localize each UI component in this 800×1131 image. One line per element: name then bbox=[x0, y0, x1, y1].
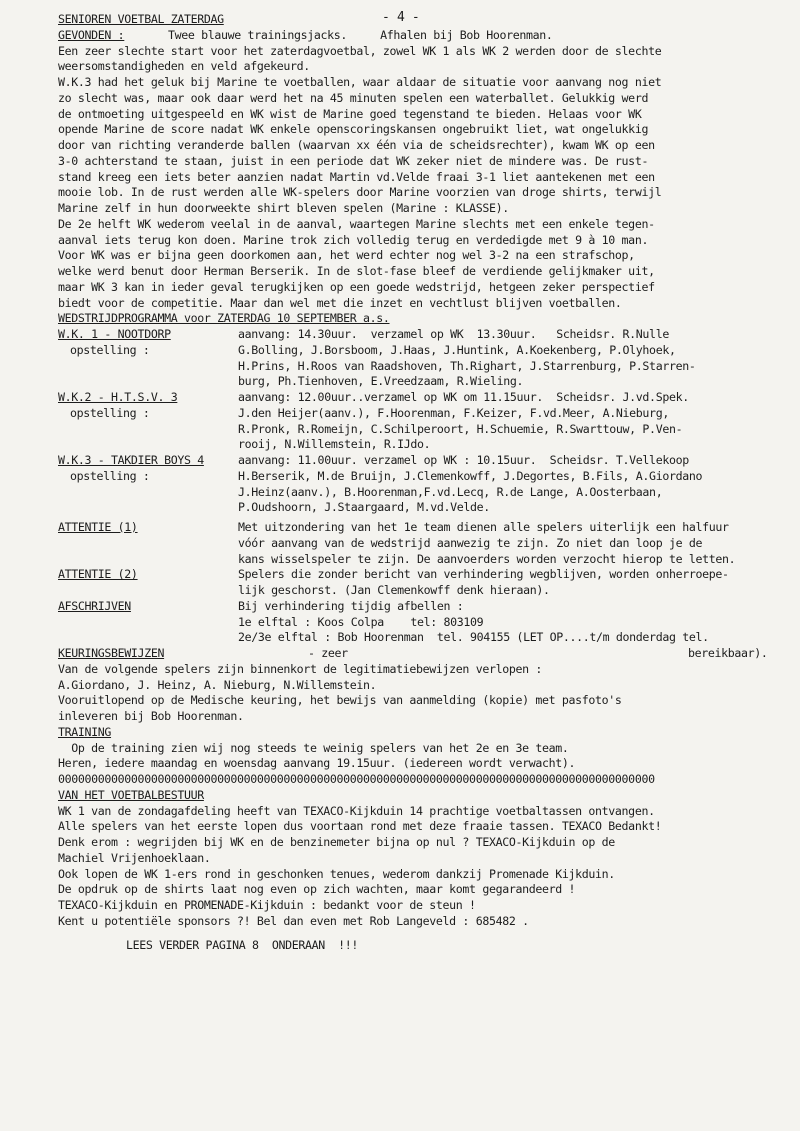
bestuur-title: VAN HET VOETBALBESTUUR bbox=[58, 787, 204, 802]
keuring-note: - zeer bbox=[308, 646, 348, 660]
lineup-line: H.Berserik, M.de Bruijn, J.Clemenkowff, J.Degortes, B.Fils, A.Giordano bbox=[238, 468, 703, 483]
report-line: W.K.3 had het geluk bij Marine te voetballen, waar aldaar de situatie voor aanvang nog niet bbox=[58, 75, 662, 89]
keuring-title: KEURINGSBEWIJZEN bbox=[58, 646, 165, 660]
match-3-label: opstelling : bbox=[70, 468, 150, 483]
report-line: zo slecht was, maar ook daar werd het na 45 minuten spelen een waterballet. Gelukkig werd bbox=[58, 90, 649, 105]
afschrijven-line: 2e/3e elftal : Bob Hoorenman tel. 904155 (LET OP....t/m donderdag tel. bbox=[238, 630, 709, 645]
match-2-info: aanvang: 12.00uur..verzamel op WK om 11.15uur. Scheidsr. J.vd.Spek. bbox=[238, 390, 689, 404]
attentie-line: Met uitzondering van het 1e team dienen alle spelers uiterlijk een halfuur bbox=[238, 520, 729, 534]
afschrijven bbox=[58, 599, 786, 646]
bestuur-line: Kent u potentiële sponsors ?! Bel dan even met Rob Langeveld : 685482 . bbox=[58, 913, 529, 928]
lineup-line: R.Pronk, R.Romeijn, C.Schilperoort, H.Schuemie, R.Swarttouw, P.Ven- bbox=[238, 421, 683, 436]
match-2-label: opstelling : bbox=[70, 405, 150, 420]
attentie-line: lijk geschorst. (Jan Clemenkowff denk hieraan). bbox=[238, 583, 550, 597]
report-line: biedt voor de competitie. Maar dan wel met die inzet en vechtlust blijven voetballen. bbox=[58, 295, 622, 310]
footer-note: LEES VERDER PAGINA 8 ONDERAAN !!! bbox=[126, 937, 359, 952]
training-line: Heren, iedere maandag en woensdag aanvang 19.15uur. (iedereen wordt verwacht). bbox=[58, 756, 576, 771]
keuring-line: inleveren bij Bob Hoorenman. bbox=[58, 709, 244, 723]
lineup-line: G.Bolling, J.Borsboom, J.Haas, J.Huntink, A.Koekenberg, P.Olyhoek, bbox=[238, 342, 676, 357]
match-report bbox=[58, 44, 786, 312]
report-line: stand kreeg een iets beter aanzien nadat Martin vd.Velde fraai 3-1 liet aantekenen met een bbox=[58, 169, 655, 184]
match-3-team: W.K.3 - TAKDIER BOYS 4 bbox=[58, 453, 204, 467]
report-line: Voor WK was er bijna geen doorkomen aan, het werd echter nog wel 3-2 na een strafschop, bbox=[58, 248, 635, 263]
bestuur-line: Denk erom : wegrijden bij WK en de benzinemeter bijna op nul ? TEXACO-Kijkduin op de bbox=[58, 835, 615, 849]
bestuur-body bbox=[58, 804, 786, 930]
lineup-line: burg, Ph.Tienhoven, E.Vreedzaam, R.Wieling. bbox=[238, 374, 524, 389]
separator-line: 000000000000000000000000000000000000000000000000000000000000000000000000000000000000000000 bbox=[58, 772, 655, 786]
match-1 bbox=[58, 327, 786, 390]
match-3-info: aanvang: 11.00uur. verzamel op WK : 10.15uur. Scheidsr. T.Vellekoop bbox=[238, 453, 689, 467]
keuring-line: A.Giordano, J. Heinz, A. Nieburg, N.Willemstein. bbox=[58, 677, 377, 692]
report-line: aanval iets terug kon doen. Marine trok zich volledig terug en verdedigde met 9 à 10 man. bbox=[58, 232, 649, 247]
match-2 bbox=[58, 390, 786, 453]
afschrijven-line: Bij verhindering tijdig afbellen : bbox=[238, 598, 464, 613]
bestuur-line: De opdruk op de shirts laat nog even op zich wachten, maar komt gegarandeerd ! bbox=[58, 882, 576, 897]
afschrijven-trailing: bereikbaar). bbox=[688, 646, 768, 660]
attentie-1-label: ATTENTIE (1) bbox=[58, 520, 138, 534]
lineup-line: J.Heinz(aanv.), B.Hoorenman,F.vd.Lecq, R.de Lange, A.Oosterbaan, bbox=[238, 484, 663, 499]
keuring-line: Van de volgende spelers zijn binnenkort de legitimatiebewijzen verlopen : bbox=[58, 661, 542, 676]
bestuur-line: Machiel Vrijenhoeklaan. bbox=[58, 850, 211, 865]
lineup-line: J.den Heijer(aanv.), F.Hoorenman, F.Keizer, F.vd.Meer, A.Nieburg, bbox=[238, 405, 669, 420]
lineup-line: H.Prins, H.Roos van Raadshoven, Th.Righart, J.Starrenburg, P.Starren- bbox=[238, 358, 696, 373]
keuring-header bbox=[58, 646, 786, 662]
lineup-line: P.Oudshoorn, J.Staargaard, M.vd.Velde. bbox=[238, 500, 490, 515]
report-line: opende Marine de score nadat WK enkele openscoringskansen ongebruikt liet, wat ongelukkig bbox=[58, 122, 649, 137]
bestuur-line: WK 1 van de zondagafdeling heeft van TEXACO-Kijkduin 14 prachtige voetbaltassen ontvangen. bbox=[58, 803, 655, 818]
training-title: TRAINING bbox=[58, 724, 112, 739]
report-line: weersomstandigheden en veld afgekeurd. bbox=[58, 59, 310, 74]
match-1-team: W.K. 1 - NOOTDORP bbox=[58, 327, 171, 341]
match-3 bbox=[58, 453, 786, 516]
attentie-line: vóór aanvang van de wedstrijd aanwezig te zijn. Zo niet dan loop je de bbox=[238, 535, 703, 550]
match-1-info: aanvang: 14.30uur. verzamel op WK 13.30uur. Scheidsr. R.Nulle bbox=[238, 327, 669, 341]
section-title: SENIOREN VOETBAL ZATERDAG bbox=[58, 12, 224, 26]
program-title: WEDSTRIJDPROGRAMMA voor ZATERDAG 10 SEPTEMBER a.s. bbox=[58, 311, 390, 326]
attentie-2-label: ATTENTIE (2) bbox=[58, 567, 138, 582]
gevonden-label: GEVONDEN : bbox=[58, 27, 125, 42]
attentie-line: kans wisselspeler te zijn. De aanvoerders worden verzocht hierop te letten. bbox=[238, 551, 736, 566]
report-line: Een zeer slechte start voor het zaterdagvoetbal, zowel WK 1 als WK 2 werden door de slechte bbox=[58, 43, 662, 58]
bestuur-line: Ook lopen de WK 1-ers rond in geschonken tenues, wederom dankzij Promenade Kijkduin. bbox=[58, 866, 615, 881]
attentie-2 bbox=[58, 567, 786, 599]
keuring-line: Vooruitlopend op de Medische keuring, het bewijs van aanmelding (kopie) met pasfoto's bbox=[58, 693, 622, 708]
report-line: de ontmoeting uitgespeeld en WK wist de Marine goed tegenstand te bieden. Helaas voor WK bbox=[58, 106, 642, 121]
afschrijven-label: AFSCHRIJVEN bbox=[58, 598, 131, 613]
training-line: Op de training zien wij nog steeds te weinig spelers van het 2e en 3e team. bbox=[58, 740, 569, 755]
report-line: Marine zelf in hun doorweekte shirt bleven spelen (Marine : KLASSE). bbox=[58, 201, 509, 215]
match-1-label: opstelling : bbox=[70, 342, 150, 357]
report-line: door van richting veranderde ballen (waarvan xx één via de scheidsrechter), kwam WK op een bbox=[58, 138, 655, 152]
lineup-line: rooij, N.Willemstein, R.IJdo. bbox=[238, 437, 431, 452]
gevonden-text: Twee blauwe trainingsjacks. Afhalen bij Bob Hoorenman. bbox=[168, 27, 553, 42]
report-line: 3-0 achterstand te staan, juist in een periode dat WK zeker niet de mindere was. De rust- bbox=[58, 153, 649, 168]
report-line: mooie lob. In de rust werden alle WK-spelers door Marine voorzien van droge shirts, terwijl bbox=[58, 185, 662, 200]
bestuur-line: TEXACO-Kijkduin en PROMENADE-Kijkduin : bedankt voor de steun ! bbox=[58, 898, 476, 912]
page-number: - 4 - bbox=[382, 10, 420, 25]
report-line: welke werd benut door Herman Berserik. In de slot-fase bleef de verdiende gelijkmaker uit, bbox=[58, 264, 655, 278]
afschrijven-line: 1e elftal : Koos Colpa tel: 803109 bbox=[238, 614, 484, 629]
attentie-line: Spelers die zonder bericht van verhindering wegblijven, worden onherroepe- bbox=[238, 567, 729, 582]
attentie-1 bbox=[58, 520, 786, 567]
keuring-body bbox=[58, 662, 786, 725]
match-2-team: W.K.2 - H.T.S.V. 3 bbox=[58, 390, 178, 404]
report-line: maar WK 3 kan in ieder geval terugkijken op een goede wedstrijd, hetgeen zeker perspectief bbox=[58, 279, 655, 294]
bestuur-line: Alle spelers van het eerste lopen dus voortaan rond met deze fraaie tassen. TEXACO Bedankt! bbox=[58, 819, 662, 834]
gevonden-notice bbox=[58, 28, 786, 44]
report-line: De 2e helft WK wederom veelal in de aanval, waartegen Marine slechts met een enkele tegen- bbox=[58, 216, 655, 231]
